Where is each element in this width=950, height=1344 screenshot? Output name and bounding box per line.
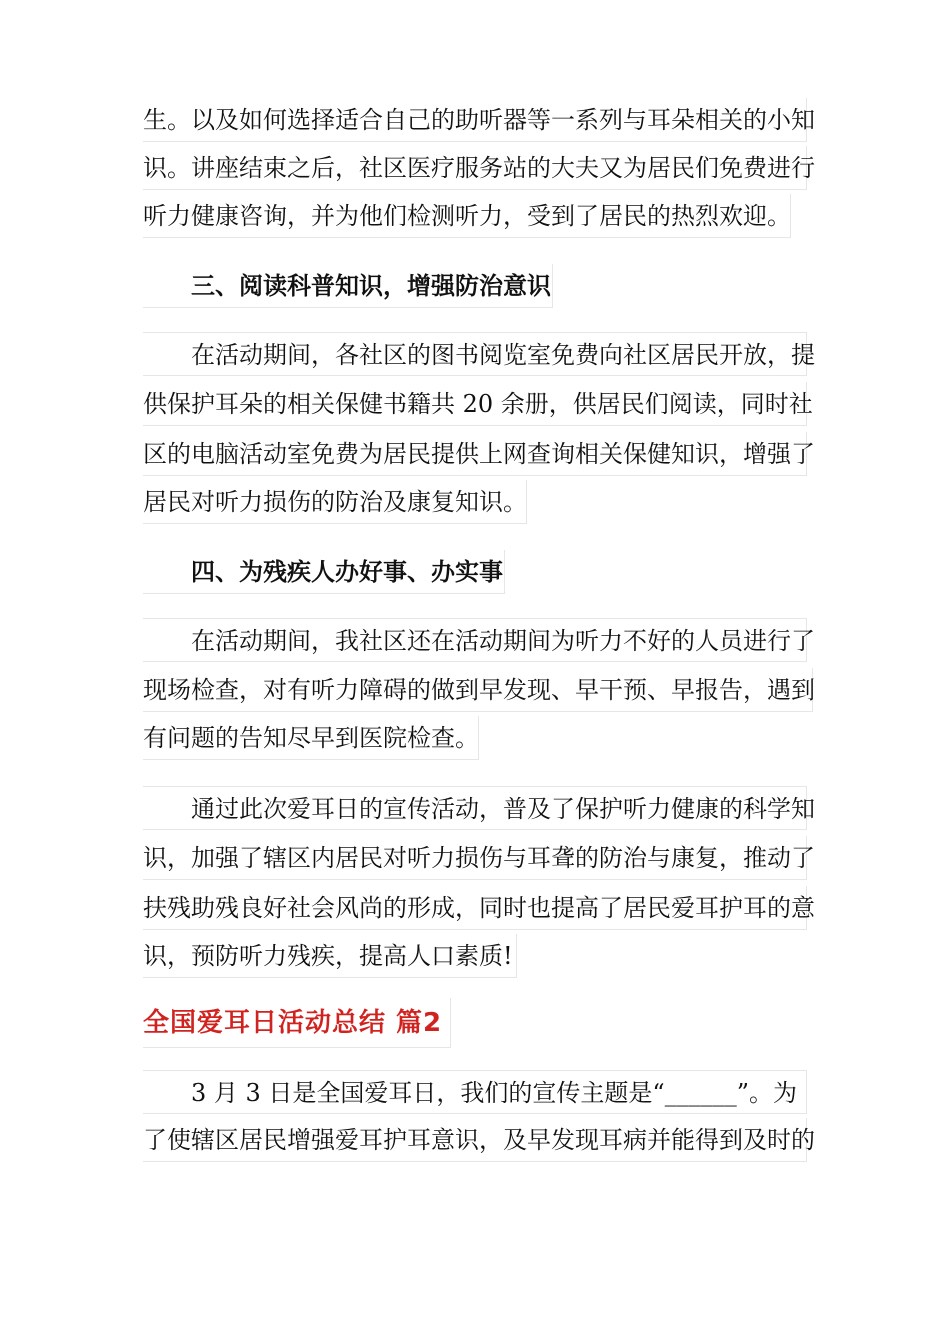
heading-text: 三、阅读科普知识，增强防治意识	[191, 271, 551, 300]
section-heading-4	[143, 550, 505, 594]
paragraph-line	[143, 382, 813, 426]
paragraph-line	[143, 432, 815, 476]
paragraph-text: 扶残助残良好社会风尚的形成，同时也提高了居民爱耳护耳的意	[143, 894, 815, 922]
paragraph-text: 生。以及如何选择适合自己的助听器等一系列与耳朵相关的小知	[143, 106, 815, 134]
paragraph-line	[143, 786, 815, 830]
paragraph-line	[143, 836, 815, 880]
section-heading-3	[143, 264, 553, 308]
paragraph-text: 居民对听力损伤的防治及康复知识。	[143, 488, 527, 516]
paragraph-text: 听力健康咨询，并为他们检测听力，受到了居民的热烈欢迎。	[143, 202, 791, 230]
paragraph-line	[143, 1118, 815, 1162]
paragraph-line	[143, 332, 815, 376]
paragraph-line	[143, 1070, 807, 1114]
paragraph-line	[143, 480, 527, 524]
paragraph-text: 了使辖区居民增强爱耳护耳意识，及早发现耳病并能得到及时的	[143, 1126, 815, 1154]
paragraph-text: 3 月 3 日是全国爱耳日，我们的宣传主题是“______”。为	[191, 1079, 797, 1107]
paragraph-line	[143, 934, 517, 978]
paragraph-text: 在活动期间，各社区的图书阅览室免费向社区居民开放，提	[191, 341, 815, 369]
paragraph-text: 供保护耳朵的相关保健书籍共 20 余册，供居民们阅读，同时社	[143, 390, 813, 418]
paragraph-text: 现场检查，对有听力障碍的做到早发现、早干预、早报告，遇到	[143, 676, 815, 704]
paragraph-text: 在活动期间，我社区还在活动期间为听力不好的人员进行了	[191, 627, 815, 655]
paragraph-text: 识，加强了辖区内居民对听力损伤与耳聋的防治与康复，推动了	[143, 844, 815, 872]
paragraph-line	[143, 194, 791, 238]
paragraph-line	[143, 716, 479, 760]
paragraph-line	[143, 98, 815, 142]
paragraph-text: 区的电脑活动室免费为居民提供上网查询相关保健知识，增强了	[143, 440, 815, 468]
heading-text: 四、为残疾人办好事、办实事	[191, 557, 503, 586]
paragraph-text: 有问题的告知尽早到医院检查。	[143, 724, 479, 752]
paragraph-line	[143, 668, 813, 712]
paragraph-line	[143, 886, 815, 930]
paragraph-line	[143, 618, 815, 662]
paragraph-text: 识，预防听力残疾，提高人口素质!	[143, 942, 513, 970]
paragraph-text: 识。讲座结束之后，社区医疗服务站的大夫又为居民们免费进行	[143, 154, 815, 182]
paragraph-line	[143, 146, 815, 190]
paragraph-text: 通过此次爱耳日的宣传活动，普及了保护听力健康的科学知	[191, 795, 815, 823]
section-title: 全国爱耳日活动总结 篇2	[143, 998, 451, 1048]
